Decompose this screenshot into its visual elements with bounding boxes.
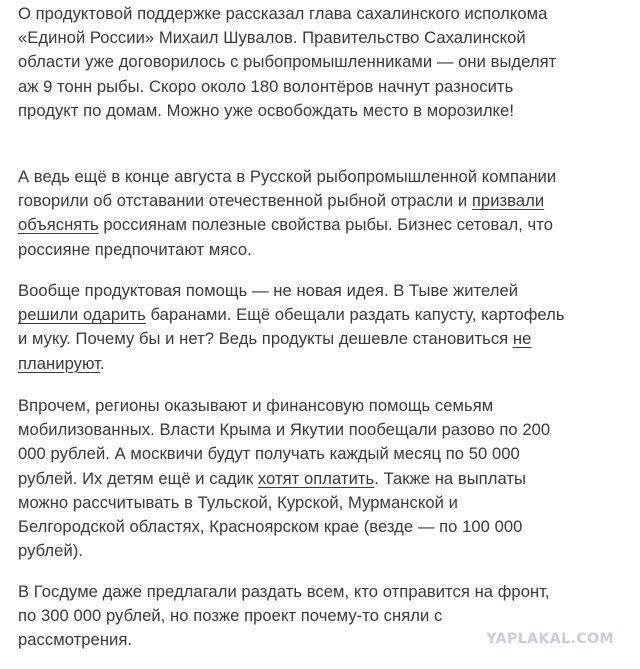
paragraph-2 (18, 165, 556, 262)
paragraph-1 (18, 2, 556, 123)
text-line (18, 213, 556, 237)
link-obyasnyat[interactable]: объяснять (18, 215, 99, 235)
paragraph-5 (18, 580, 550, 653)
text-line: рублей). (18, 541, 84, 561)
text-line (18, 189, 556, 213)
text-line: Впрочем, регионы оказывают и финансовую помощь семьям (18, 396, 494, 415)
text-line: продукт по домам. Можно уже освобождать место в морозилке! (18, 100, 514, 120)
text-line: по 300 000 рублей, но позже проект почему-то сняли с (18, 606, 443, 626)
site-watermark: YAPLAKAL.COM (486, 631, 614, 647)
text-run: баранами. Ещё обещали раздать капусту, картофель (145, 305, 565, 325)
text-run: рублей. Их детям ещё и садик (18, 468, 258, 488)
text-run: . (99, 353, 105, 373)
link-planiruyut[interactable]: планируют (18, 353, 100, 373)
text-run: и муку. Почему бы и нет? Ведь продукты дешевле становиться (18, 329, 513, 349)
text-line: Белгородской областях, Красноярском крае (везде — по 100 000 (18, 516, 523, 536)
text-line (18, 327, 565, 351)
text-line: россияне предпочитают мясо. (18, 239, 252, 259)
link-ne[interactable]: не (512, 329, 532, 349)
text-line: мобилизованных. Власти Крыма и Якутии пообещали разово по 200 (18, 420, 551, 440)
text-line: О продуктовой поддержке рассказал глава сахалинского исполкома (18, 4, 548, 23)
text-line (18, 352, 565, 376)
text-line (18, 303, 565, 327)
text-line: «Единой России» Михаил Шувалов. Правительство Сахалинской (18, 28, 526, 48)
text-run: говорили об отставании отечественной рыбной отрасли и (18, 191, 472, 211)
link-hotyat-oplatit[interactable]: хотят оплатить (257, 468, 375, 488)
link-reshili-odarit[interactable]: решили одарить (18, 305, 146, 325)
text-line: 000 рублей. А москвичи будут получать каждый месяц по 50 000 (18, 444, 520, 464)
text-run: россиянам полезные свойства рыбы. Бизнес сетовал, что (98, 215, 553, 235)
text-run: . Также на выплаты (374, 468, 526, 488)
text-line: аж 9 тонн рыбы. Скоро около 180 волонтёров начнут разносить (18, 76, 514, 96)
text-line: можно рассчитывать в Тульской, Курской, Мурманской и (18, 492, 458, 512)
text-line: В Госдуме даже предлагали раздать всем, кто отправится на фронт, (18, 582, 550, 601)
text-line: Вообще продуктовая помощь — не новая идея. В Тыве жителей (18, 281, 519, 300)
text-line (18, 467, 550, 491)
paragraph-4 (18, 394, 550, 563)
text-line: А ведь ещё в конце августа в Русской рыбопромышленной компании (18, 167, 557, 186)
paragraph-3 (18, 279, 565, 376)
link-prizvali[interactable]: призвали (471, 191, 545, 211)
text-line: рассмотрения. (18, 630, 133, 650)
text-line: области уже договорилось с рыбопромышленниками — они выделят (18, 52, 557, 72)
